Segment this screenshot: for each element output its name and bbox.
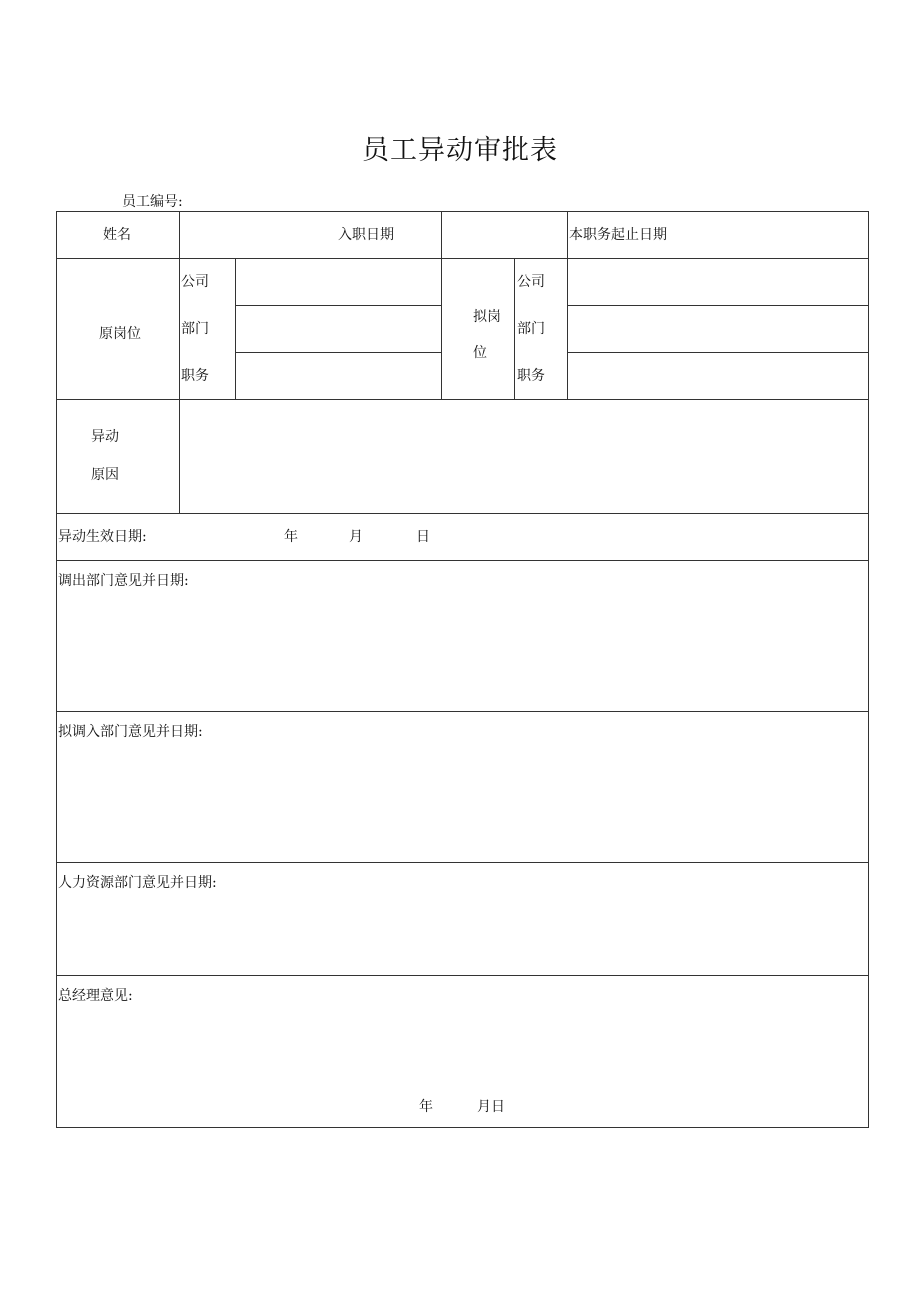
proposed-position-label-line1: 拟岗: [473, 309, 501, 325]
page-title: 员工异动审批表: [362, 135, 558, 166]
proposed-title-label: 职务: [517, 368, 545, 384]
tenure-period-label: 本职务起止日期: [569, 227, 667, 243]
reason-label-line2: 原因: [91, 467, 119, 483]
original-title-label: 职务: [181, 368, 209, 384]
transfer-out-dept-opinion-label: 调出部门意见并日期:: [58, 573, 189, 589]
effective-date-month: 月: [349, 529, 363, 545]
approval-form-table: [56, 211, 869, 1128]
gm-opinion-month-day: 月日: [477, 1099, 505, 1115]
row-divider: [56, 711, 869, 712]
column-divider: [567, 211, 568, 399]
original-company-label: 公司: [181, 274, 209, 290]
row-divider: [56, 399, 869, 400]
hire-date-label: 入职日期: [338, 227, 394, 243]
row-divider: [235, 352, 441, 353]
column-divider: [179, 211, 180, 513]
column-divider: [514, 258, 515, 399]
transfer-in-dept-opinion-label: 拟调入部门意见并日期:: [58, 724, 203, 740]
reason-label-line1: 异动: [91, 429, 119, 445]
general-manager-opinion-label: 总经理意见:: [58, 988, 133, 1004]
row-divider: [56, 258, 869, 259]
gm-opinion-year: 年: [419, 1099, 433, 1115]
row-divider: [56, 560, 869, 561]
effective-date-day: 日: [416, 529, 430, 545]
row-divider: [56, 975, 869, 976]
effective-date-year: 年: [284, 529, 298, 545]
column-divider: [441, 211, 442, 399]
effective-date-label: 异动生效日期:: [58, 529, 147, 545]
original-department-label: 部门: [181, 321, 209, 337]
name-label: 姓名: [103, 227, 131, 243]
original-position-label: 原岗位: [99, 326, 141, 342]
column-divider: [235, 258, 236, 399]
proposed-position-label-line2: 位: [473, 345, 487, 361]
proposed-department-label: 部门: [517, 321, 545, 337]
row-divider: [56, 513, 869, 514]
row-divider: [56, 862, 869, 863]
hr-dept-opinion-label: 人力资源部门意见并日期:: [58, 875, 217, 891]
employee-number-label: 员工编号:: [122, 194, 183, 210]
row-divider: [567, 305, 869, 306]
row-divider: [567, 352, 869, 353]
row-divider: [235, 305, 441, 306]
proposed-company-label: 公司: [517, 274, 545, 290]
